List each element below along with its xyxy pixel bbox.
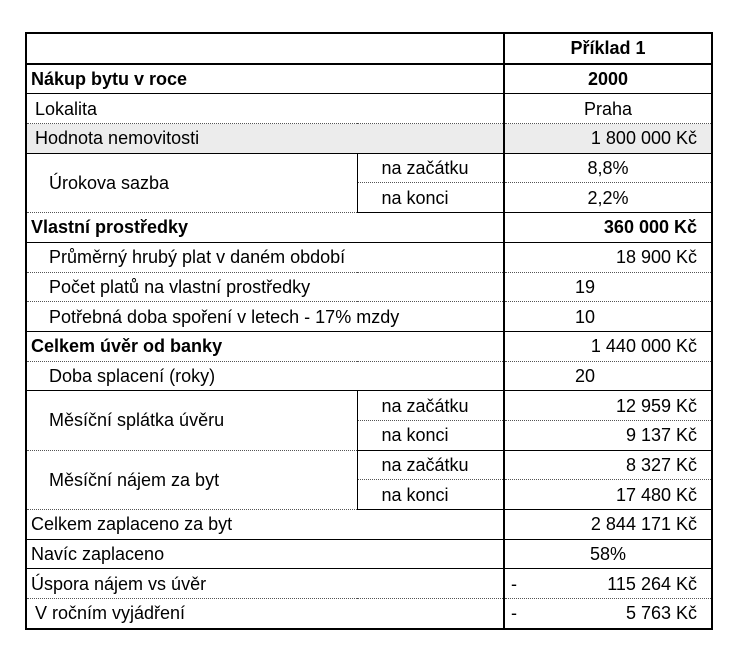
saving-years-label: Potřebná doba spoření v letech - 17% mzdy — [26, 302, 504, 332]
loan-total-row — [26, 331, 712, 361]
savings-yearly-row — [26, 599, 712, 629]
monthly-payment-end-label: na konci — [357, 420, 504, 450]
savings-label: Úspora nájem vs úvěr — [26, 569, 504, 599]
location-value: Praha — [504, 94, 712, 124]
total-paid-label: Celkem zaplaceno za byt — [26, 510, 504, 540]
interest-start-value: 8,8% — [504, 153, 712, 183]
extra-paid-value: 58% — [504, 539, 712, 569]
avg-salary-value: 18 900 Kč — [504, 242, 712, 272]
repay-years-row — [26, 361, 712, 391]
salaries-count-label: Počet platů na vlastní prostředky — [26, 272, 504, 302]
total-paid-row — [26, 510, 712, 540]
savings-yearly-sign: - — [511, 603, 517, 624]
monthly-rent-start-row — [26, 450, 712, 480]
savings-cell — [504, 569, 712, 599]
savings-yearly-label: V ročním vyjádření — [35, 603, 186, 624]
monthly-payment-end-value: 9 137 Kč — [504, 420, 712, 450]
monthly-rent-start-value: 8 327 Kč — [504, 450, 712, 480]
loan-total-label: Celkem úvěr od banky — [26, 331, 504, 361]
monthly-rent-end-value: 17 480 Kč — [504, 480, 712, 510]
avg-salary-row — [26, 242, 712, 272]
example-header: Příklad 1 — [504, 33, 712, 64]
repay-years-label: Doba splacení (roky) — [26, 361, 504, 391]
savings-yearly-cell — [504, 599, 712, 629]
salaries-count-value: 19 — [504, 272, 712, 302]
monthly-payment-start-row — [26, 391, 712, 421]
own-funds-label: Vlastní prostředky — [26, 213, 504, 243]
loan-total-value: 1 440 000 Kč — [504, 331, 712, 361]
interest-start-row — [26, 153, 712, 183]
monthly-payment-start-value: 12 959 Kč — [504, 391, 712, 421]
monthly-payment-start-label: na začátku — [357, 391, 504, 421]
property-value-label: Hodnota nemovitosti — [26, 124, 504, 154]
property-value-row — [26, 124, 712, 154]
savings-row — [26, 569, 712, 599]
own-funds-value: 360 000 Kč — [504, 213, 712, 243]
extra-paid-label: Navíc zaplaceno — [26, 539, 504, 569]
avg-salary-label: Průměrný hrubý plat v daném období — [26, 242, 504, 272]
extra-paid-row — [26, 539, 712, 569]
monthly-rent-label: Měsíční nájem za byt — [26, 450, 357, 509]
salaries-count-row — [26, 272, 712, 302]
interest-label: Úrokova sazba — [26, 153, 357, 212]
savings-sign: - — [511, 573, 517, 594]
monthly-rent-start-label: na začátku — [357, 450, 504, 480]
savings-value: 115 264 Kč — [607, 573, 697, 594]
own-funds-row — [26, 213, 712, 243]
header-empty-cell — [26, 33, 504, 64]
header-row — [26, 33, 712, 64]
monthly-payment-label: Měsíční splátka úvěru — [26, 391, 357, 450]
interest-end-label: na konci — [357, 183, 504, 213]
calculation-table — [25, 32, 713, 630]
purchase-row — [26, 64, 712, 94]
location-row — [26, 94, 712, 124]
saving-years-row — [26, 302, 712, 332]
interest-start-label: na začátku — [357, 153, 504, 183]
savings-yearly-value: 5 763 Kč — [625, 603, 697, 624]
monthly-rent-end-label: na konci — [357, 480, 504, 510]
purchase-label: Nákup bytu v roce — [26, 64, 504, 94]
location-label: Lokalita — [26, 94, 504, 124]
purchase-year: 2000 — [504, 64, 712, 94]
saving-years-value: 10 — [504, 302, 712, 332]
total-paid-value: 2 844 171 Kč — [504, 510, 712, 540]
repay-years-value: 20 — [504, 361, 712, 391]
property-value-value: 1 800 000 Kč — [504, 124, 712, 154]
interest-end-value: 2,2% — [504, 183, 712, 213]
